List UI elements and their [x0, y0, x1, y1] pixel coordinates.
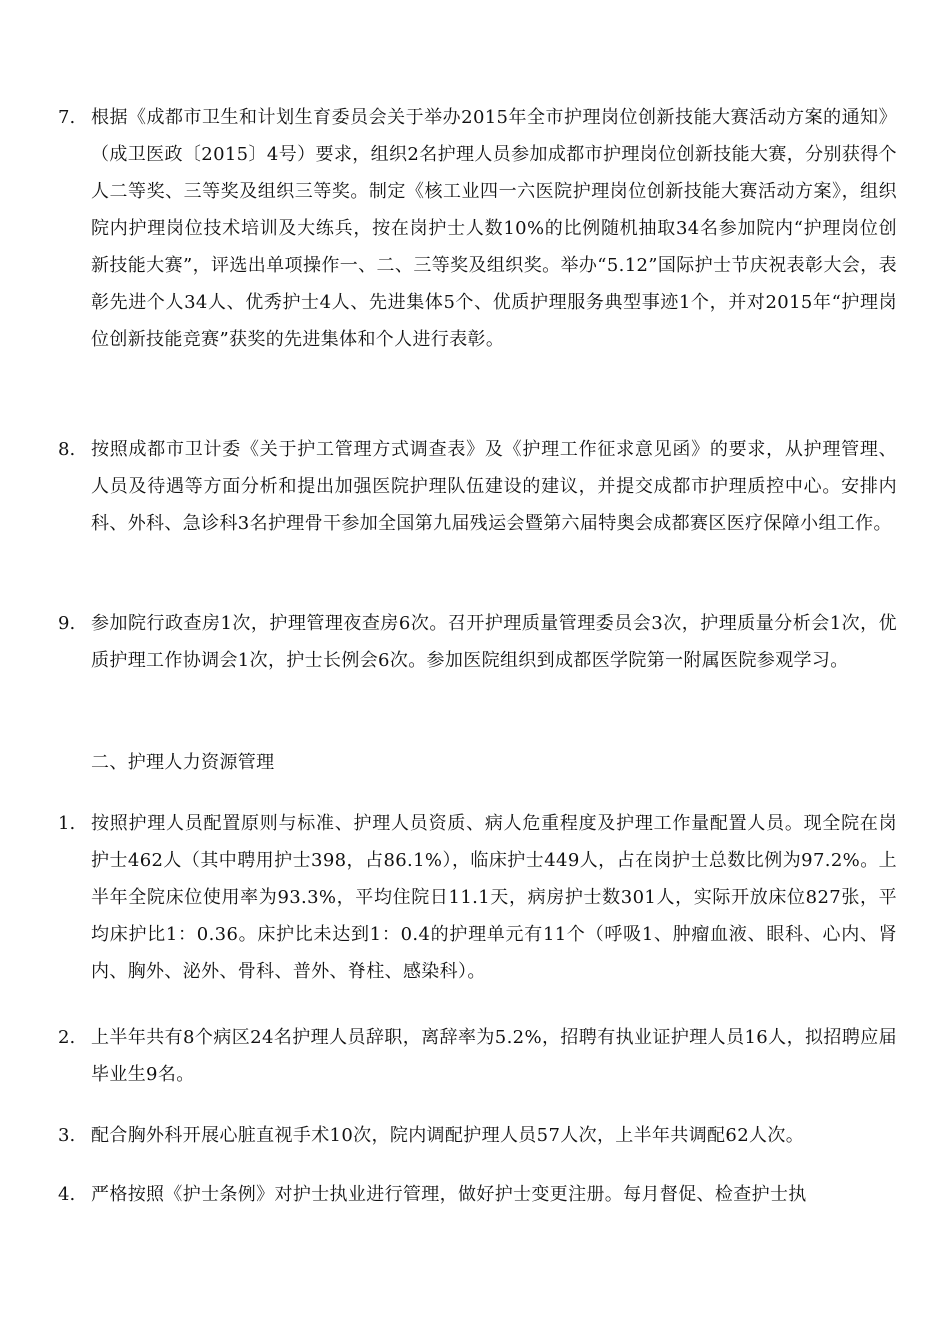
list-item-text: 配合胸外科开展心脏直视手术10次，院内调配护理人员57人次，上半年共调配62人次。 [91, 1125, 805, 1146]
list-item-number: 1. [58, 813, 76, 834]
list-item-number: 8. [58, 439, 76, 460]
list-item-number: 9. [58, 613, 76, 634]
list-item [58, 605, 908, 679]
list-item-text: 按照护理人员配置原则与标准、护理人员资质、病人危重程度及护理工作量配置人员。现全院在岗护士462人（其中聘用护士398，占86.1%），临床护士449人，占在岗护士总数比例为97.2%。上半年全院床位使用率为93.3%，平均住院日11.1天，病房护士数301人，实际开放床位827张，平均床护比1：0.36。床护比未达到1：0.4的护理单元有11个（呼吸1、肿瘤血液、眼科、心内、肾内、胸外、泌外、骨科、普外、脊柱、感染科）。 [91, 813, 897, 982]
list-item [58, 99, 908, 358]
list-item-text: 按照成都市卫计委《关于护工管理方式调查表》及《护理工作征求意见函》的要求，从护理管理、人员及待遇等方面分析和提出加强医院护理队伍建设的建议，并提交成都市护理质控中心。安排内科、外科、急诊科3名护理骨干参加全国第九届残运会暨第六届特奥会成都赛区医疗保障小组工作。 [91, 439, 897, 534]
list-item [58, 1176, 908, 1213]
list-item [58, 1117, 908, 1154]
list-item [58, 1019, 908, 1093]
section-heading: 二、护理人力资源管理 [91, 752, 275, 773]
list-item-number: 4. [58, 1184, 76, 1205]
list-item-text: 上半年共有8个病区24名护理人员辞职，离辞率为5.2%，招聘有执业证护理人员16人，拟招聘应届毕业生9名。 [91, 1027, 897, 1085]
list-item-text: 严格按照《护士条例》对护士执业进行管理，做好护士变更注册。每月督促、检查护士执 [91, 1184, 807, 1205]
list-item-number: 2. [58, 1027, 76, 1048]
list-item-number: 7. [58, 107, 76, 128]
list-item-text: 参加院行政查房1次，护理管理夜查房6次。召开护理质量管理委员会3次，护理质量分析会1次，优质护理工作协调会1次，护士长例会6次。参加医院组织到成都医学院第一附属医院参观学习。 [91, 613, 897, 671]
list-item [58, 431, 908, 542]
list-item [58, 805, 908, 990]
list-item-number: 3. [58, 1125, 76, 1146]
list-item-text: 根据《成都市卫生和计划生育委员会关于举办2015年全市护理岗位创新技能大赛活动方案的通知》（成卫医政〔2015〕4号）要求，组织2名护理人员参加成都市护理岗位创新技能大赛，分别获得个人二等奖、三等奖及组织三等奖。制定《核工业四一六医院护理岗位创新技能大赛活动方案》，组织院内护理岗位技术培训及大练兵，按在岗护士人数10%的比例随机抽取34名参加院内“护理岗位创新技能大赛”，评选出单项操作一、二、三等奖及组织奖。举办“5.12”国际护士节庆祝表彰大会，表彰先进个人34人、优秀护士4人、先进集体5个、优质护理服务典型事迹1个，并对2015年“护理岗位创新技能竞赛”获奖的先进集体和个人进行表彰。 [91, 107, 897, 350]
